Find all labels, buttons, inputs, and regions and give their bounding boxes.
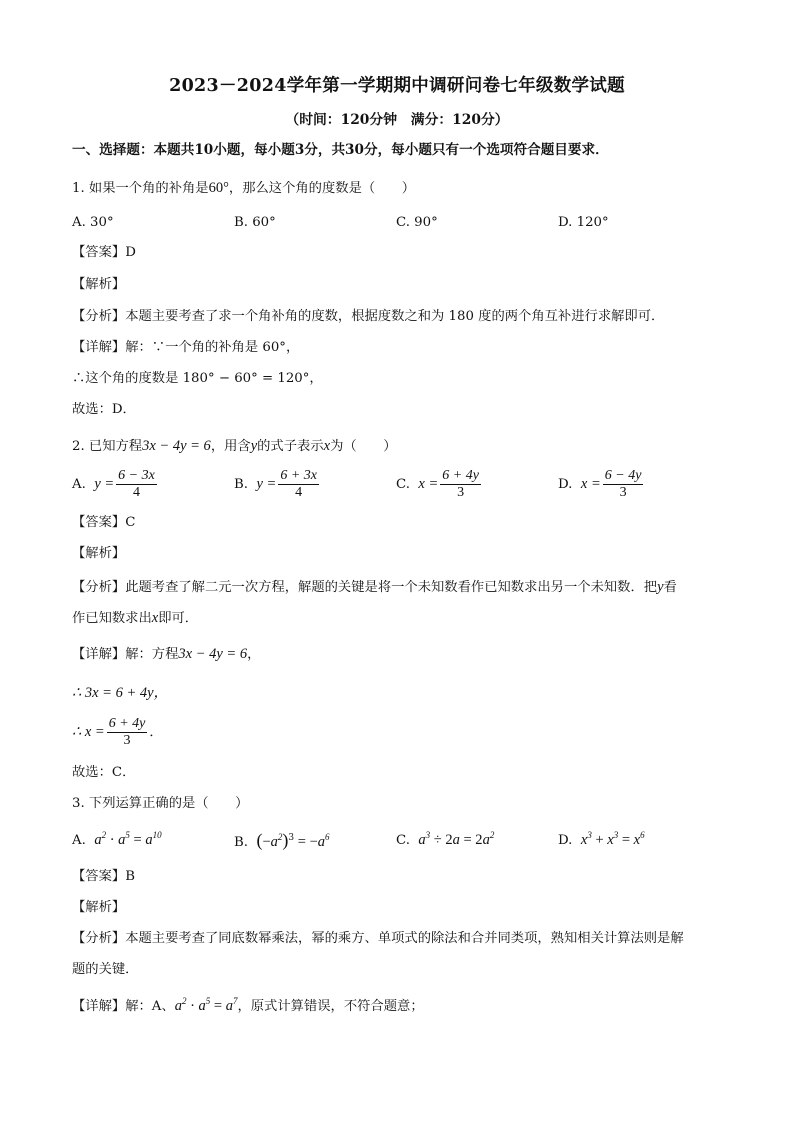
q1-option-c: C. 90°	[396, 215, 438, 230]
question-3-stem: 3. 下列运算正确的是（ ）	[72, 796, 249, 811]
question-1-stem: 1. 如果一个角的补角是60°，那么这个角的度数是（ ）	[72, 180, 416, 196]
q3-jiexi-label: 【解析】	[72, 900, 126, 915]
q2-detail-3: ∴ x = $\frac{6 + 4y}{3}$ ．	[72, 716, 163, 748]
q1-detail-2: ∴这个角的度数是 180° − 60° = 120°，	[72, 371, 323, 386]
q3-option-a: A. $a^2 \cdot a^5 = a^{10}$	[72, 830, 162, 848]
q2-option-a: A. y = $\frac{6 - 3x}{4}$	[72, 468, 155, 500]
q3-option-c: C. $a^3 \div 2a = 2a^2$	[396, 830, 495, 848]
q1-detail-1: 【详解】解：∵一个角的补角是 60°，	[72, 340, 300, 355]
q3-option-d: D. $x^3 + x^3 = x^6$	[558, 830, 645, 848]
q1-option-d: D. 120°	[558, 215, 609, 230]
q2-option-b: B. y = $\frac{6 + 3x}{4}$	[234, 468, 317, 500]
q2-choose: 故选：C．	[72, 765, 136, 780]
q1-choose: 故选：D．	[72, 402, 136, 417]
q3-detail-1: 【详解】解：A、$a^2 \cdot a^5 = a^7$，原式计算错误，不符合题意；	[72, 996, 424, 1014]
q1-answer: 【答案】D	[72, 245, 136, 260]
q3-analysis-line-2: 题的关键．	[72, 962, 139, 977]
q2-option-d: D. x = $\frac{6 - 4y}{3}$	[558, 468, 642, 500]
q2-option-c: C. x = $\frac{6 + 4y}{3}$	[396, 468, 479, 500]
exam-info: （时间：120分钟 满分：120分）	[285, 112, 509, 128]
q3-analysis-line-1: 【分析】本题主要考查了同底数幂乘法，幂的乘方、单项式的除法和合并同类项，熟知相关计算法则是解	[72, 931, 684, 946]
question-2-stem: 2. 已知方程3x − 4y = 6，用含y的式子表示x为（ ）	[72, 438, 397, 454]
section-heading: 一、选择题：本题共10小题，每小题3分，共30分，每小题只有一个选项符合题目要求．	[72, 142, 609, 158]
q2-answer: 【答案】C	[72, 515, 136, 530]
q3-answer: 【答案】B	[72, 869, 135, 884]
q3-option-b: B. $(-a^2)^3 = -a^6$	[234, 830, 330, 850]
q1-option-b: B. 60°	[234, 215, 276, 230]
q2-detail-1: 【详解】解：方程3x − 4y = 6，	[72, 646, 261, 662]
q1-analysis: 【分析】本题主要考查了求一个角补角的度数，根据度数之和为 180 度的两个角互补进行求解即可．	[72, 309, 665, 324]
q1-option-a: A. 30°	[72, 215, 114, 230]
q2-analysis-line-2: 作已知数求出x即可．	[72, 610, 199, 626]
q2-analysis-line-1: 【分析】此题考查了解二元一次方程，解题的关键是将一个未知数看作已知数求出另一个未知数．把y看	[72, 579, 677, 595]
q1-jiexi-label: 【解析】	[72, 277, 126, 292]
q2-detail-2: ∴ 3x = 6 + 4y，	[72, 685, 169, 701]
q2-jiexi-label: 【解析】	[72, 546, 126, 561]
page-title: 2023－2024学年第一学期期中调研问卷七年级数学试题	[169, 76, 625, 96]
